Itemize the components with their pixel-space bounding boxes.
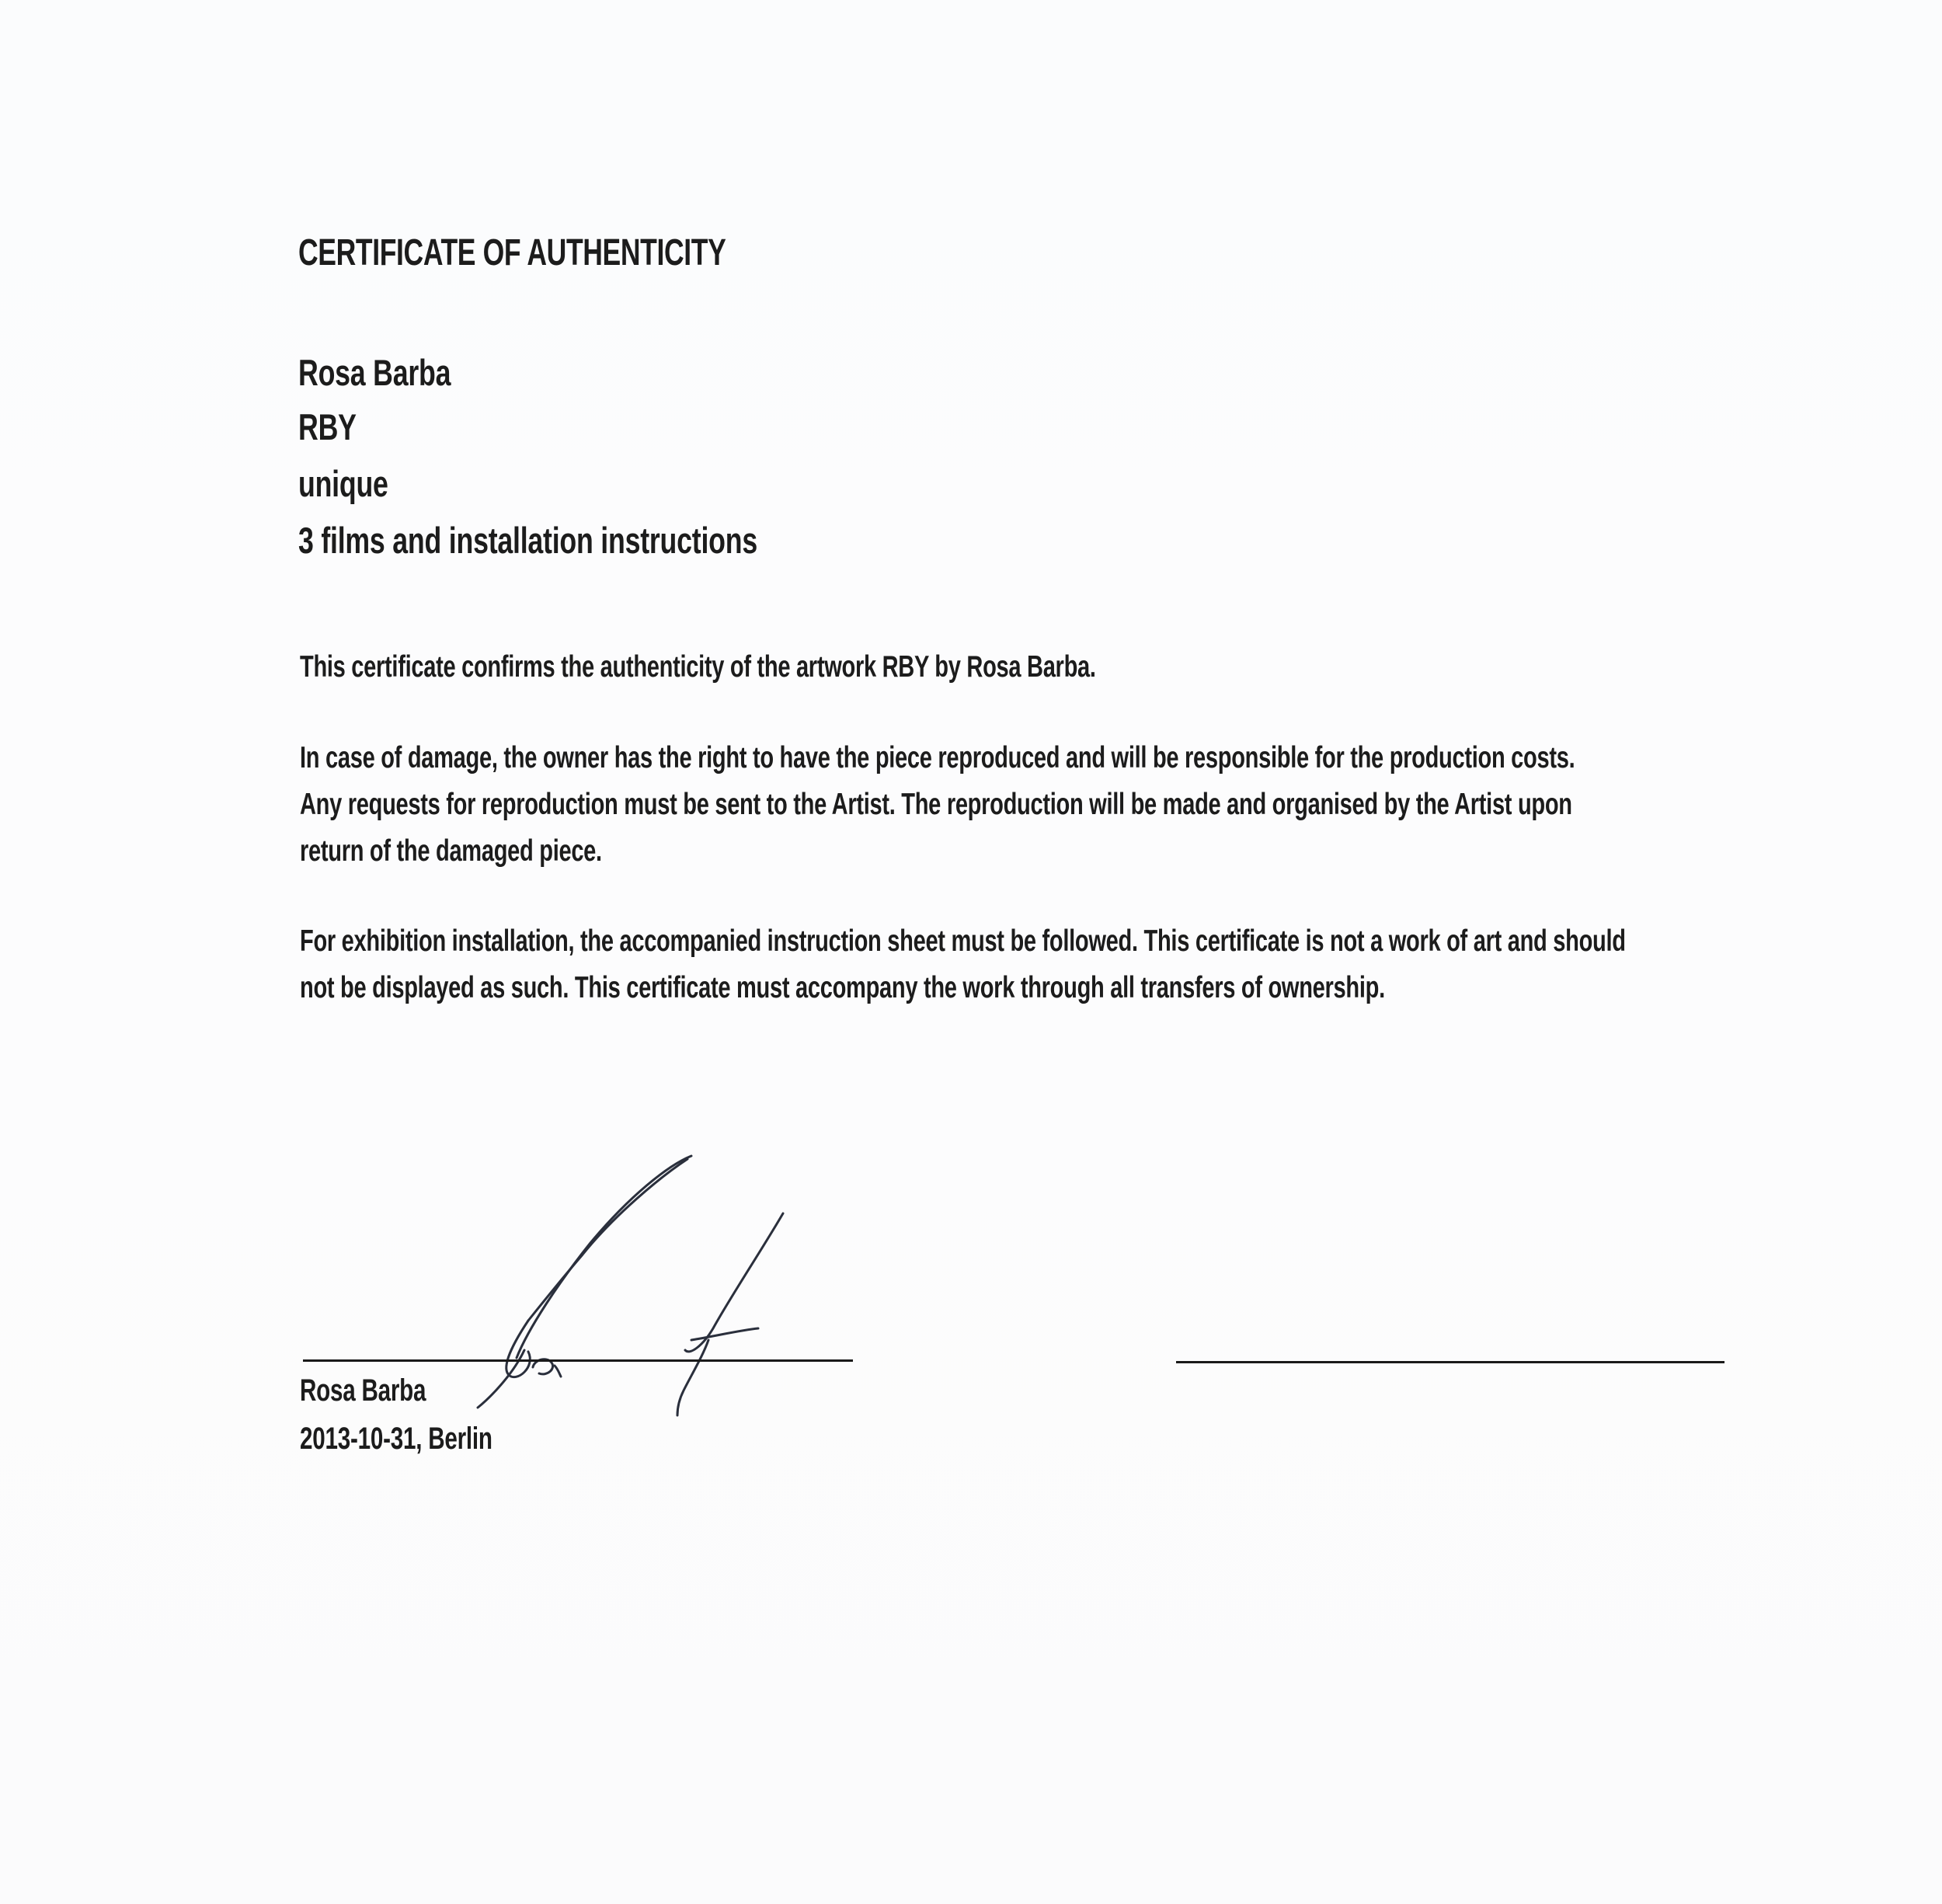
paragraph-2-line-3: return of the damaged piece. — [300, 834, 602, 868]
handwritten-signature — [435, 1142, 808, 1429]
signature-stroke-7 — [685, 1213, 783, 1352]
signature-strokes — [478, 1156, 783, 1415]
signature-stroke-3 — [506, 1321, 530, 1377]
artist-signature-line — [303, 1359, 853, 1362]
paragraph-2-line-2: Any requests for reproduction must be sent to the Artist. The reproduction will be made and organised by the Artist upon — [300, 788, 1572, 821]
paragraph-2-line-1: In case of damage, the owner has the right to have the piece reproduced and will be responsible for the production costs. — [300, 741, 1575, 774]
signatory-name: Rosa Barba — [300, 1373, 426, 1408]
artwork-medium: 3 films and installation instructions — [298, 520, 757, 561]
paragraph-3-line-1: For exhibition installation, the accompanied instruction sheet must be followed. This certificate is not a work of art and should — [300, 924, 1626, 958]
signature-stroke-8 — [691, 1328, 758, 1340]
owner-signature-line — [1176, 1361, 1724, 1363]
artwork-title: RBY — [298, 406, 357, 447]
signature-stroke-6 — [555, 1366, 561, 1377]
certificate-title-text: CERTIFICATE OF AUTHENTICITY — [298, 232, 726, 273]
edition-type: unique — [298, 463, 388, 504]
artist-name: Rosa Barba — [298, 352, 451, 393]
paragraph-3-line-2: not be displayed as such. This certificate must accompany the work through all transfers of ownership. — [300, 971, 1385, 1004]
certificate-title — [298, 231, 876, 274]
paragraph-1-line-1: This certificate confirms the authenticity of the artwork RBY by Rosa Barba. — [300, 650, 1096, 684]
signature-stroke-1 — [517, 1156, 691, 1358]
signing-date-place: 2013-10-31, Berlin — [300, 1422, 492, 1456]
